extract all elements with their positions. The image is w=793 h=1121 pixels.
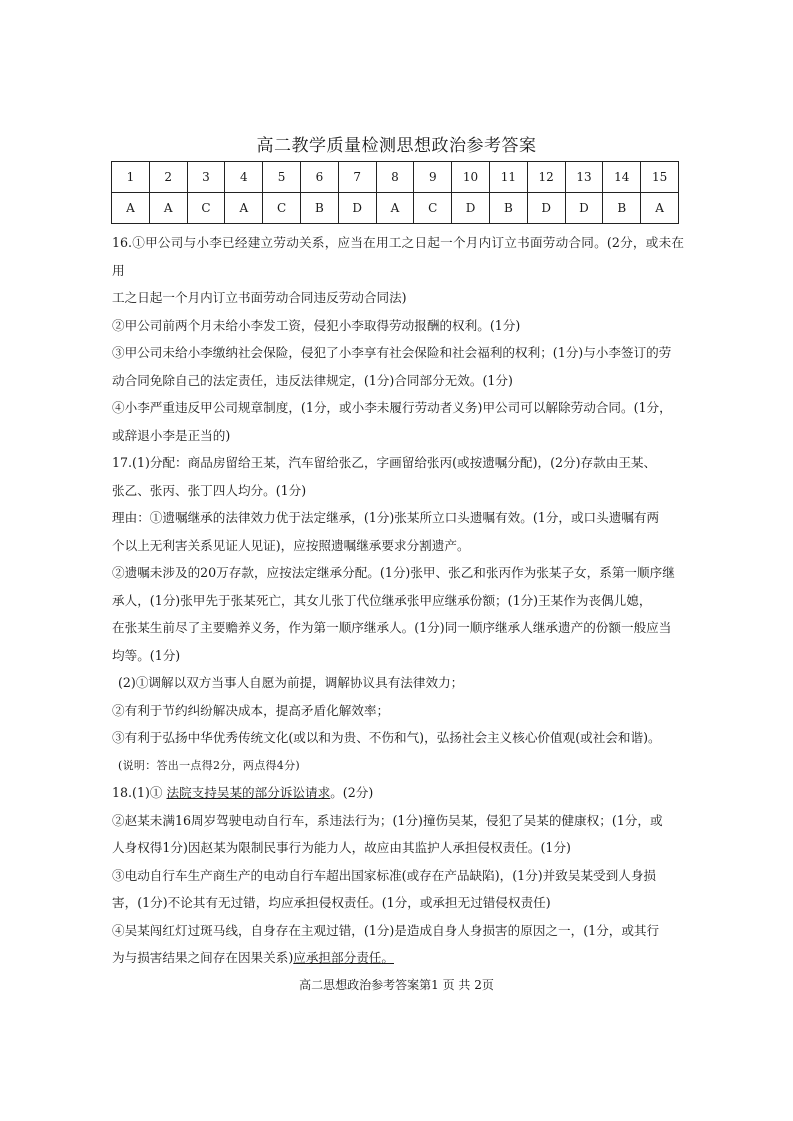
question-number: 14 xyxy=(603,162,641,193)
answer-prefix: 18.(1)① xyxy=(112,785,163,800)
answer-line: 或辞退小李是正当的) xyxy=(112,427,231,443)
answer-line: 害，(1分)不论其有无过错，均应承担侵权责任。(1分，或承担无过错侵权责任) xyxy=(112,895,551,910)
answer-line: 理由：①遗嘱继承的法律效力优于法定继承，(1分)张某所立口头遗嘱有效。(1分，或口头遗嘱有两 xyxy=(112,510,660,525)
answer-line: ③电动自行车生产商生产的电动自行车超出国家标准(或存在产品缺陷)，(1分)并致吴某受到人身损 xyxy=(112,867,657,883)
answer-line: 个以上无利害关系见证人见证)，应按照遗嘱继承要求分割遗产。 xyxy=(112,537,470,553)
answer-cell: A xyxy=(112,193,150,224)
answer-cell: D xyxy=(527,193,565,224)
answer-line: ②有利于节约纠纷解决成本，提高矛盾化解效率； xyxy=(112,702,390,718)
answer-line xyxy=(112,944,684,972)
question-number: 5 xyxy=(263,162,301,193)
question-number: 10 xyxy=(452,162,490,193)
answer-cell: C xyxy=(187,193,225,224)
question-number: 2 xyxy=(149,162,187,193)
question-number: 11 xyxy=(489,162,527,193)
answer-line: ④吴某闯红灯过斑马线，自身存在主观过错，(1分)是造成自身人身损害的原因之一，(1分，或其行 xyxy=(112,922,660,938)
page-footer: 高二思想政治参考答案第1 页 共 2页 xyxy=(299,978,494,992)
answer-cell: D xyxy=(565,193,603,224)
answer-cell: B xyxy=(489,193,527,224)
answer-line: ③甲公司未给小李缴纳社会保险，侵犯了小李享有社会保险和社会福利的权利；(1分)与小李签订的劳 xyxy=(112,345,672,360)
answer-cell: D xyxy=(338,193,376,224)
answer-cell: A xyxy=(641,193,679,224)
answer-line: 工之日起一个月内订立书面劳动合同违反劳动合同法) xyxy=(112,290,407,305)
answer-line: 人身权得1分)因赵某为限制民事行为能力人，故应由其监护人承担侵权责任。(1分) xyxy=(112,840,571,855)
answer-line: 在张某生前尽了主要赡养义务，作为第一顺序继承人。(1分)同一顺序继承人继承遗产的份额一般应当 xyxy=(112,620,672,635)
answer-cell: A xyxy=(149,193,187,224)
answer-line: 动合同免除自己的法定责任，违反法律规定，(1分)合同部分无效。(1分) xyxy=(112,372,513,388)
answer-cell: C xyxy=(414,193,452,224)
answer-line: 16.①甲公司与小李已经建立劳动关系，应当在用工之日起一个月内订立书面劳动合同。(2分，或未在用 xyxy=(112,235,684,278)
question-number: 9 xyxy=(414,162,452,193)
page-title: 高二教学质量检测思想政治参考答案 xyxy=(256,136,537,156)
question-number: 7 xyxy=(338,162,376,193)
answer-line: ④小李严重违反甲公司规章制度，(1分，或小李未履行劳动者义务)甲公司可以解除劳动合同。(1分， xyxy=(112,400,672,415)
answer-line: ②遗嘱未涉及的20万存款，应按法定继承分配。(1分)张甲、张乙和张丙作为张某子女，系第一顺序继 xyxy=(112,565,675,580)
answer-line: ②赵某未满16周岁驾驶电动自行车，系违法行为；(1分)撞伤吴某，侵犯了吴某的健康权；(1分，或 xyxy=(112,812,663,828)
answer-content xyxy=(112,229,684,972)
answer-cell: A xyxy=(376,193,414,224)
answer-cell: C xyxy=(263,193,301,224)
question-number: 8 xyxy=(376,162,414,193)
scoring-note: (说明：答出一点得2分，两点得4分) xyxy=(118,758,300,772)
question-number-row xyxy=(112,162,679,193)
answer-line: 均等。(1分) xyxy=(112,647,181,663)
question-number: 12 xyxy=(527,162,565,193)
question-number: 15 xyxy=(641,162,679,193)
answer-cell: A xyxy=(225,193,263,224)
answer-line: 17.(1)分配：商品房留给王某，汽车留给张乙，字画留给张丙(或按遗嘱分配)，(2分)存款由王某、 xyxy=(112,455,657,470)
answer-line: ③有利于弘扬中华优秀传统文化(或以和为贵、不伤和气)，弘扬社会主义核心价值观(或社会和谐)。 xyxy=(112,730,661,745)
answer-line: 张乙、张丙、张丁四人均分。(1分) xyxy=(112,482,307,498)
underlined-answer: 法院支持吴某的部分诉讼请求 xyxy=(166,785,331,800)
answer-table xyxy=(111,161,679,224)
answer-cell: B xyxy=(300,193,338,224)
question-number: 13 xyxy=(565,162,603,193)
question-number: 3 xyxy=(187,162,225,193)
answer-cell: D xyxy=(452,193,490,224)
answer-row xyxy=(112,193,679,224)
answer-line: ②甲公司前两个月未给小李发工资，侵犯小李取得劳动报酬的权利。(1分) xyxy=(112,317,521,333)
answer-line: (2)①调解以双方当事人自愿为前提，调解协议具有法律效力； xyxy=(118,675,464,690)
question-number: 6 xyxy=(300,162,338,193)
question-number: 4 xyxy=(225,162,263,193)
answer-line xyxy=(112,779,684,807)
question-number: 1 xyxy=(112,162,150,193)
score-text: 。(2分) xyxy=(330,785,374,800)
underlined-answer: 应承担部分责任。 xyxy=(293,950,394,965)
answer-cell: B xyxy=(603,193,641,224)
answer-line: 承人，(1分)张甲先于张某死亡，其女儿张丁代位继承张甲应继承份额；(1分)王某作为丧偶儿媳， xyxy=(112,592,652,608)
answer-text: 为与损害结果之间存在因果关系) xyxy=(112,950,294,965)
